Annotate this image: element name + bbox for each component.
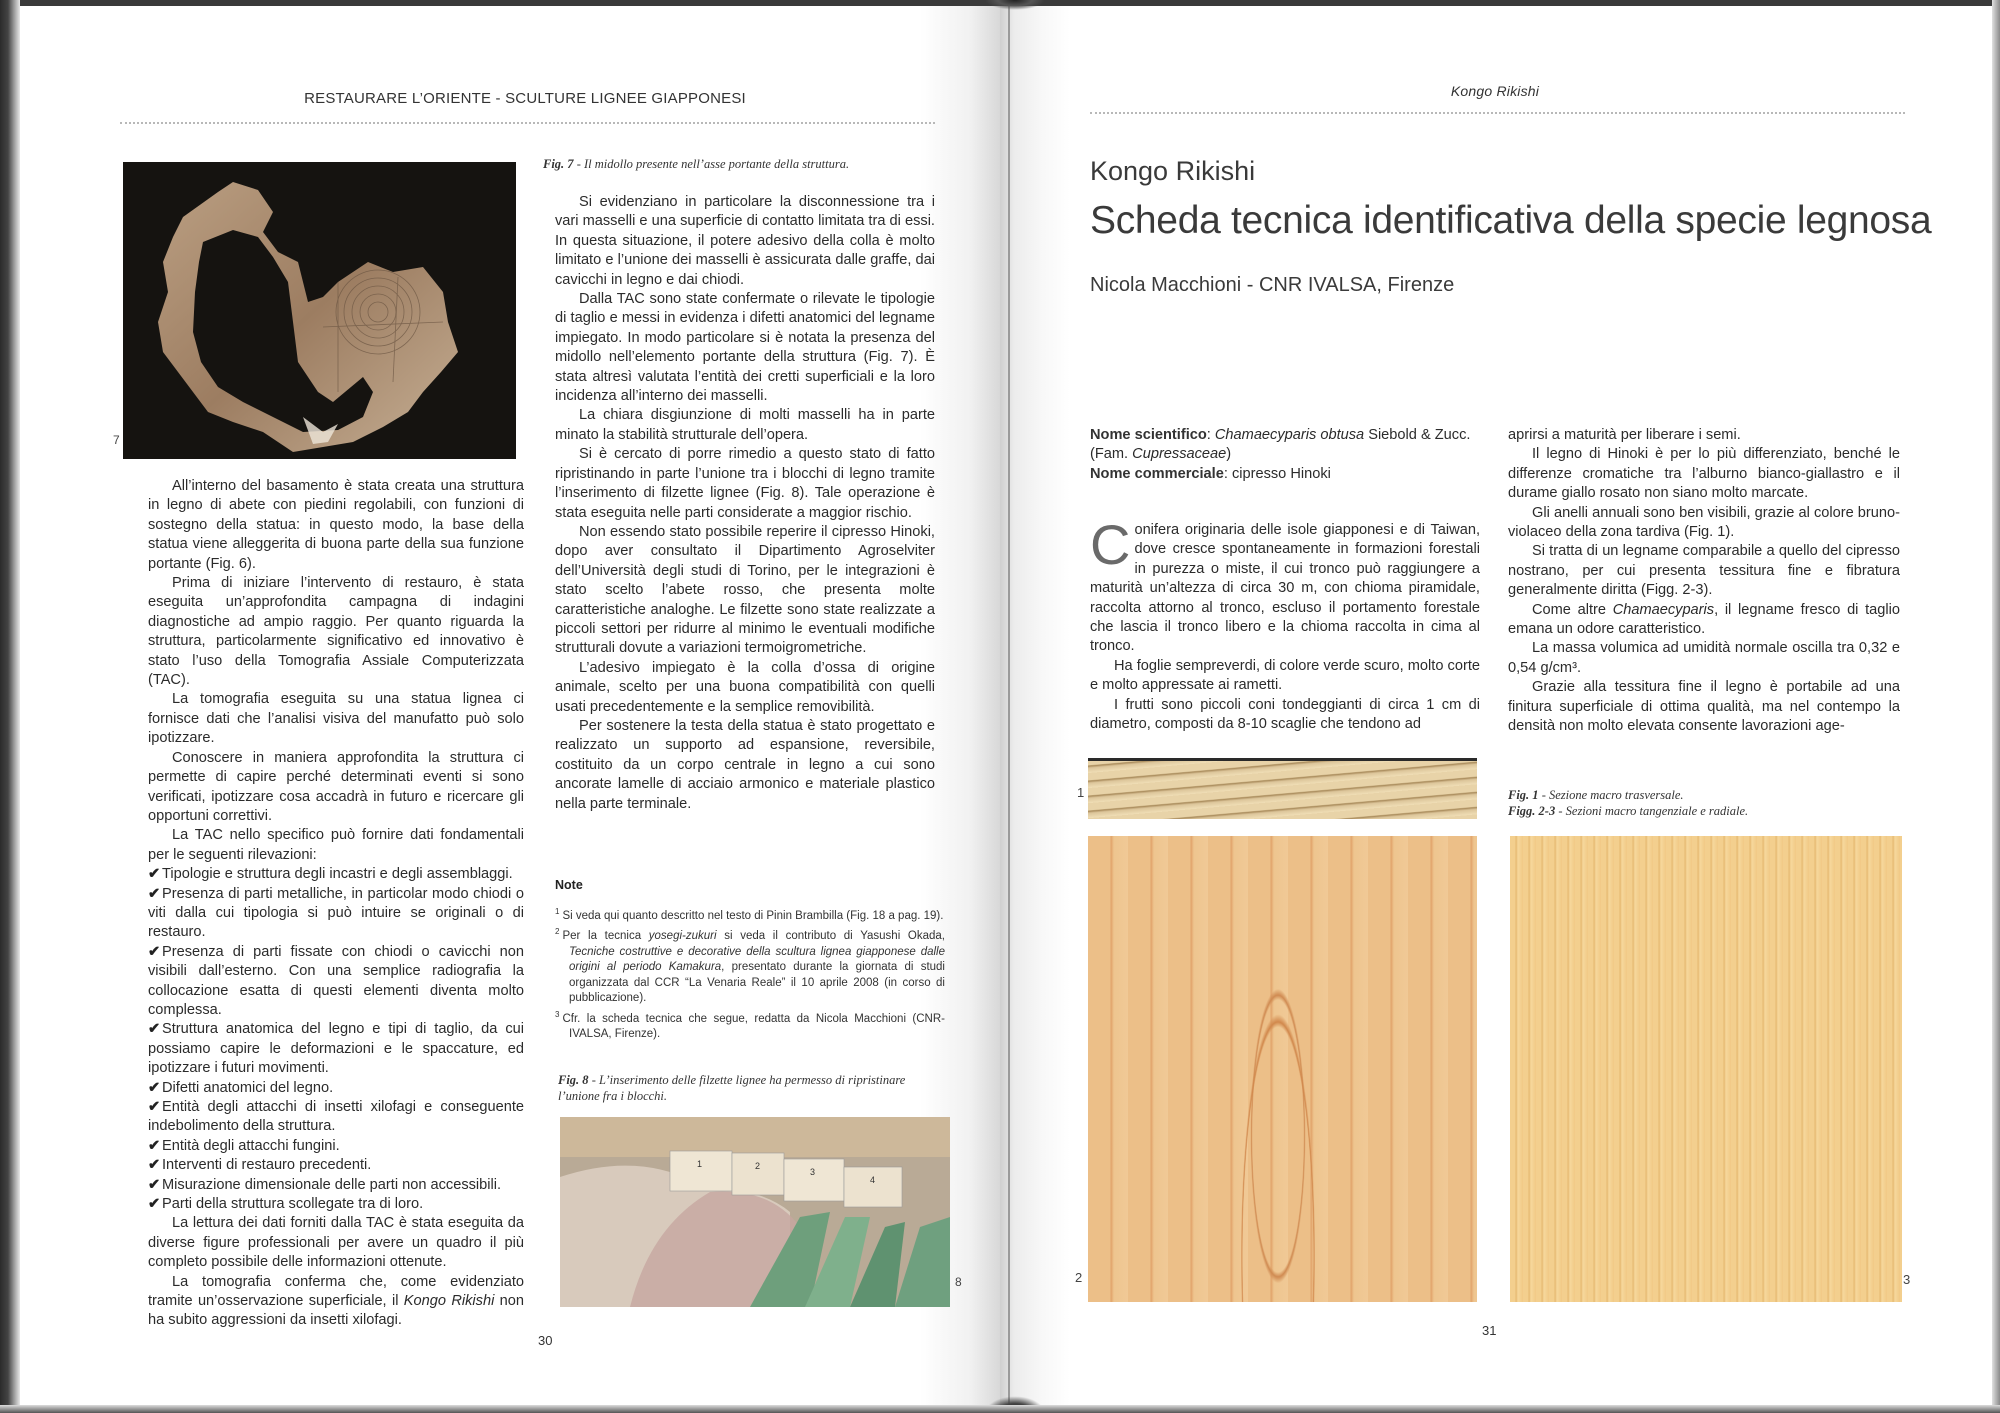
book-gutter (1008, 6, 1010, 1405)
header-rule-left (120, 122, 935, 124)
checklist-text: Struttura anatomica del legno e tipi di taglio, da cui possiamo capire le deformazioni e le spaccature, ed ipotizzare i futuri movimenti. (148, 1021, 524, 1077)
checkmark-icon: ✔ (148, 885, 161, 902)
block-label: 3 (810, 1167, 816, 1177)
left-page-column-1 (148, 477, 524, 1331)
running-head-right: Kongo Rikishi (1450, 83, 1540, 99)
checklist-item (148, 1156, 524, 1175)
footnote-text: si veda il contributo di Yasushi Okada, (716, 930, 946, 943)
paragraph (148, 1273, 524, 1331)
text-run: ) (1226, 446, 1232, 463)
checklist-text: Entità degli attacchi fungini. (162, 1137, 340, 1154)
figure-7-number: 7 (113, 433, 120, 447)
checkmark-icon: ✔ (148, 1079, 161, 1096)
paragraph: Dalla TAC sono state confermate o rilevate le tipologie di taglio e messi in evidenza i difetti anatomici del legname impiegato. In modo particolare si è notata la presenza del midollo nell’elemento portante della struttura (Fig. 7). È stata altresì valutata l’entità dei cretti superficiali e la loro incidenza all’interno dei masselli. (555, 291, 935, 405)
paragraph: Non essendo stato possibile reperire il cipresso Hinoki, dopo aver consultato il Dipartimento Agroselviter dell’Università degli studi di Torino, per le integrazioni è stato scelto l’abete rosso, che presenta molte caratteristiche analoghe. Le filzette sono state realizzate a piccoli settori per ridurre al minimo le eventuali modifiche strutturali dovute a variazioni termoigrometriche. (555, 523, 935, 657)
footnote-text: , presentato durante la giornata di studi organizzata dal CCR “La Venaria Reale” il 10 aprile 2008 (in corso di pubblicazione). (569, 961, 945, 1005)
figure-8-caption-label: Fig. 8 (558, 1073, 589, 1087)
paragraph: Il legno di Hinoki è per lo più differenziato, benché le differenze cromatiche tra l’alburno bianco-giallastro e il durame giallo rosato non siano molto marcate. (1508, 446, 1900, 502)
article-subject: Kongo Rikishi (1090, 156, 1256, 186)
footnote-number: 3 (555, 1009, 560, 1019)
running-head-left: RESTAURARE L’ORIENTE - SCULTURE LIGNEE GIAPPONESI (304, 90, 746, 107)
text-run: Come altre (1532, 601, 1613, 618)
paragraph: La TAC nello specifico può fornire dati fondamentali per le seguenti rilevazioni: (148, 827, 524, 863)
footnote-number: 1 (555, 907, 560, 916)
figure-2-tangential-section (1088, 836, 1477, 1302)
left-page-column-2 (555, 193, 935, 814)
footnote-italic: yosegi-zukuri (648, 930, 717, 943)
checklist-text: Presenza di parti metalliche, in particolar modo chiodi o viti dalla cui tipologia si può intuire se originali o di restauro. (148, 885, 524, 941)
checklist-text: Difetti anatomici del legno. (162, 1079, 334, 1096)
checklist-text: Interventi di restauro precedenti. (162, 1157, 372, 1174)
footnote-number: 2 (555, 927, 560, 937)
checkmark-icon: ✔ (148, 1196, 161, 1213)
footnote-text: Si veda qui quanto descritto nel testo di Pinin Brambilla (Fig. 18 a pag. 19). (562, 909, 944, 922)
text-run: , il legname fresco di taglio emana un odore caratteristico. (1508, 601, 1900, 638)
checkmark-icon: ✔ (148, 866, 161, 883)
drop-cap: C (1090, 513, 1131, 576)
paragraph: I frutti sono piccoli coni tondeggianti di circa 1 cm di diametro, composti da 8-10 scaglie che tendono ad (1090, 696, 1480, 733)
right-page-column-1 (1090, 513, 1480, 734)
figure-2-3-caption-label: Figg. 2-3 (1508, 804, 1556, 818)
footnotes (555, 904, 945, 1042)
sculpture-blocks-image (560, 1117, 950, 1307)
checkmark-icon: ✔ (148, 1157, 161, 1174)
scientific-name-label: Nome scientifico (1090, 427, 1207, 443)
tac-checklist (148, 865, 524, 1214)
commercial-name-label: Nome commerciale (1090, 465, 1224, 482)
checklist-item (148, 1098, 524, 1137)
commercial-name: : cipresso Hinoki (1223, 465, 1331, 482)
text-run: La tomografia conferma che, come evidenziato tramite un’osservazione superficiale, il (148, 1273, 524, 1310)
paragraph: Per sostenere la testa della statua è stato progettato e realizzato un supporto ad espansione, reversibile, costituito da un corpo centrale in legno a cui sono ancorate lamelle di acciaio armonico e materiale plastico nella parte terminale. (555, 717, 935, 812)
checklist-item (148, 885, 524, 943)
checkmark-icon: ✔ (148, 1137, 161, 1154)
checklist-text: Parti della struttura scollegate tra di loro. (162, 1196, 424, 1213)
checklist-item (148, 1195, 524, 1214)
footnote-3 (555, 1007, 945, 1043)
page-number-right: 31 (1482, 1323, 1497, 1338)
checkmark-icon: ✔ (148, 1176, 161, 1193)
paragraph: L’adesivo impiegato è la colla d’ossa di origine animale, scelto per una buona compatibilità con quelli usati precedentemente e la semplice removibilità. (555, 659, 935, 715)
family-name: Cupressaceae (1132, 446, 1227, 463)
text-run: onifera originaria delle isole giapponesi e di Taiwan, dove cresce spontaneamente in formazioni forestali in purezza o miste, il cui tronco può raggiungere a maturità un’altezza di circa 30 m, con chioma piramidale, raccolta attorno al tronco, escluso il portamento forestale che lascia il tronco libero e la chioma raccolta in cima al tronco. (1090, 522, 1480, 655)
figure-8-caption-text: - L’inserimento delle filzette lignee ha permesso di ripristinare l’unione fra i blocchi. (558, 1073, 906, 1103)
figure-8-caption (558, 1072, 918, 1104)
figure-1-caption-text: - Sezione macro trasversale. (1538, 788, 1684, 802)
paragraph: La lettura dei dati forniti dalla TAC è stata eseguita da diverse figure professionali per avere un quadro il più completo possibile delle informazioni ottenute. (148, 1215, 524, 1271)
figure-2-3-caption-text: - Sezioni macro tangenziale e radiale. (1555, 804, 1749, 818)
paragraph: All’interno del basamento è stata creata una struttura in legno di abete con piedini regolabili, con funzioni di sostegno della statua: in questo modo, la base della statua viene alleggerita di buona parte della sua funzione portante (Fig. 6). (148, 478, 524, 572)
paragraph (1508, 601, 1900, 640)
checkmark-icon: ✔ (148, 1021, 161, 1038)
notes-title: Note (555, 878, 583, 892)
paragraph: La tomografia eseguita su una statua lignea ci fornisce dati che l’analisi visiva del manufatto può solo ipotizzare. (148, 691, 524, 747)
checklist-item (148, 1137, 524, 1156)
paragraph: Prima di iniziare l’intervento di restauro, è stata eseguita un’approfondita campagna di indagini diagnostiche ad ampio raggio. Per quanto riguarda la struttura, particolarmente significativo ed innovativo è stato l’uso della Tomografia Assiale Computerizzata (TAC). (148, 575, 524, 689)
header-rule-right (1090, 112, 1905, 114)
figures-1-3-caption (1508, 787, 1898, 819)
paragraph: Si tratta di un legname comparabile a quello del cipresso nostrano, per cui presenta tessitura fine e fibratura generalmente diritta (Figg. 2-3). (1508, 543, 1900, 599)
block-label: 1 (697, 1159, 703, 1169)
checklist-item (148, 1020, 524, 1078)
scientific-name: Chamaecyparis obtusa (1214, 427, 1365, 443)
figure-1-number: 1 (1077, 785, 1085, 800)
figure-2-number: 2 (1075, 1270, 1083, 1285)
paragraph: Grazie alla tessitura fine il legno è portabile ad una finitura superficiale di ottima qualità, ma nel contempo la densità non molto elevata consente lavorazioni age- (1508, 679, 1900, 735)
paragraph: Ha foglie sempreverdi, di colore verde scuro, molto corte e molto appressate ai rametti. (1090, 657, 1480, 694)
paragraph: Conoscere in maniera approfondita la struttura ci permette di capire perché determinati eventi si sono verificati, ipotizzare cosa accadrà in futuro e ricercare gli opportuni correttivi. (148, 749, 524, 824)
footnote-1 (555, 904, 945, 924)
checkmark-icon: ✔ (148, 943, 161, 960)
genus-italic: Chamaecyparis (1612, 601, 1715, 618)
figure-8-photo (560, 1117, 950, 1307)
checkmark-icon: ✔ (148, 1099, 161, 1115)
article-author: Nicola Macchioni - CNR IVALSA, Firenze (1090, 274, 1455, 296)
figure-7-caption-label: Fig. 7 (543, 157, 574, 171)
block-label: 4 (870, 1175, 876, 1185)
gutter-shadow-top (985, 0, 1045, 10)
paragraph (1090, 513, 1480, 657)
checklist-text: Tipologie e struttura degli incastri e degli assemblaggi. (162, 866, 513, 883)
paragraph: Si evidenziano in particolare la disconnessione tra i vari masselli e una superficie di contatto limitata tra di essi. In questa situazione, il potere adesivo della colla è molto limitato e l’unione dei masselli è assicurata dalle graffe, dai cavicchi in legno e dai chiodi. (555, 194, 935, 288)
checklist-text: Misurazione dimensionale delle parti non accessibili. (162, 1176, 502, 1193)
text-run: Siebold & Zucc. (Fam. (1090, 427, 1471, 463)
paragraph: La massa volumica ad umidità normale oscilla tra 0,32 e 0,54 g/cm³. (1508, 640, 1900, 676)
statue-name-italic: Kongo Rikishi (403, 1293, 495, 1310)
paragraph: Gli anelli annuali sono ben visibili, grazie al colore bruno-violaceo della zona tardiva (Fig. 1). (1508, 504, 1900, 541)
checklist-item (148, 865, 524, 884)
checklist-text: Entità degli attacchi di insetti xilofagi e conseguente indebolimento della struttura. (148, 1099, 524, 1135)
figure-8-number: 8 (955, 1275, 962, 1289)
block-label: 2 (755, 1161, 761, 1171)
scan-edge-bottom (0, 1405, 2000, 1413)
figure-3-radial-section (1510, 836, 1902, 1302)
figure-7-caption-text: - Il midollo presente nell’asse portante della struttura. (573, 157, 850, 171)
right-page-column-2 (1508, 426, 1900, 737)
footnote-2 (555, 924, 945, 1006)
checklist-text: Presenza di parti fissate con chiodi o cavicchi non visibili dall’esterno. Con una semplice radiografia la collocazione esatta di questi elementi diventa molto complessa. (148, 943, 524, 1018)
scan-edge-left (0, 0, 20, 1413)
footnote-text: Per la tecnica (562, 930, 649, 943)
figure-7-ct-scan (123, 162, 516, 459)
checklist-item (148, 943, 524, 1021)
figure-1-caption-label: Fig. 1 (1508, 788, 1539, 802)
figure-1-transverse-section (1088, 758, 1477, 819)
page-number-left: 30 (538, 1333, 553, 1348)
footnote-italic: Tecniche costruttive e decorative della scultura lignea giapponese dalle origini al periodo Kamakura (569, 945, 945, 974)
paragraph: aprirsi a maturità per liberare i semi. (1508, 427, 1741, 443)
text-run: non ha subito aggressioni da insetti xilofagi. (148, 1293, 525, 1329)
checklist-item (148, 1079, 524, 1098)
paragraph: La chiara disgiunzione di molti masselli ha in parte minato la stabilità strutturale dell’opera. (555, 407, 935, 443)
paragraph: Si è cercato di porre rimedio a questo stato di fatto ripristinando in parte l’unione tra i blocchi di legno tramite l’inserimento di filzette lignee (Fig. 8). Tale operazione è stata eseguita nelle parti considerate a maggior rischio. (555, 446, 935, 521)
checklist-item (148, 1176, 524, 1195)
ct-scan-image (123, 162, 516, 459)
footnote-text: Cfr. la scheda tecnica che segue, redatta da Nicola Macchioni (CNR-IVALSA, Firenze). (562, 1012, 945, 1040)
article-title: Scheda tecnica identificativa della specie legnosa (1090, 199, 1932, 242)
figure-3-number: 3 (1903, 1272, 1911, 1287)
species-metadata: Nome scientifico: Chamaecyparis obtusa Siebold & Zucc. (Fam. Cupressaceae) Nome commerciale: cipresso Hinoki (1090, 427, 1471, 482)
scan-edge-right (1992, 0, 2000, 1413)
figure-7-caption (543, 156, 943, 172)
